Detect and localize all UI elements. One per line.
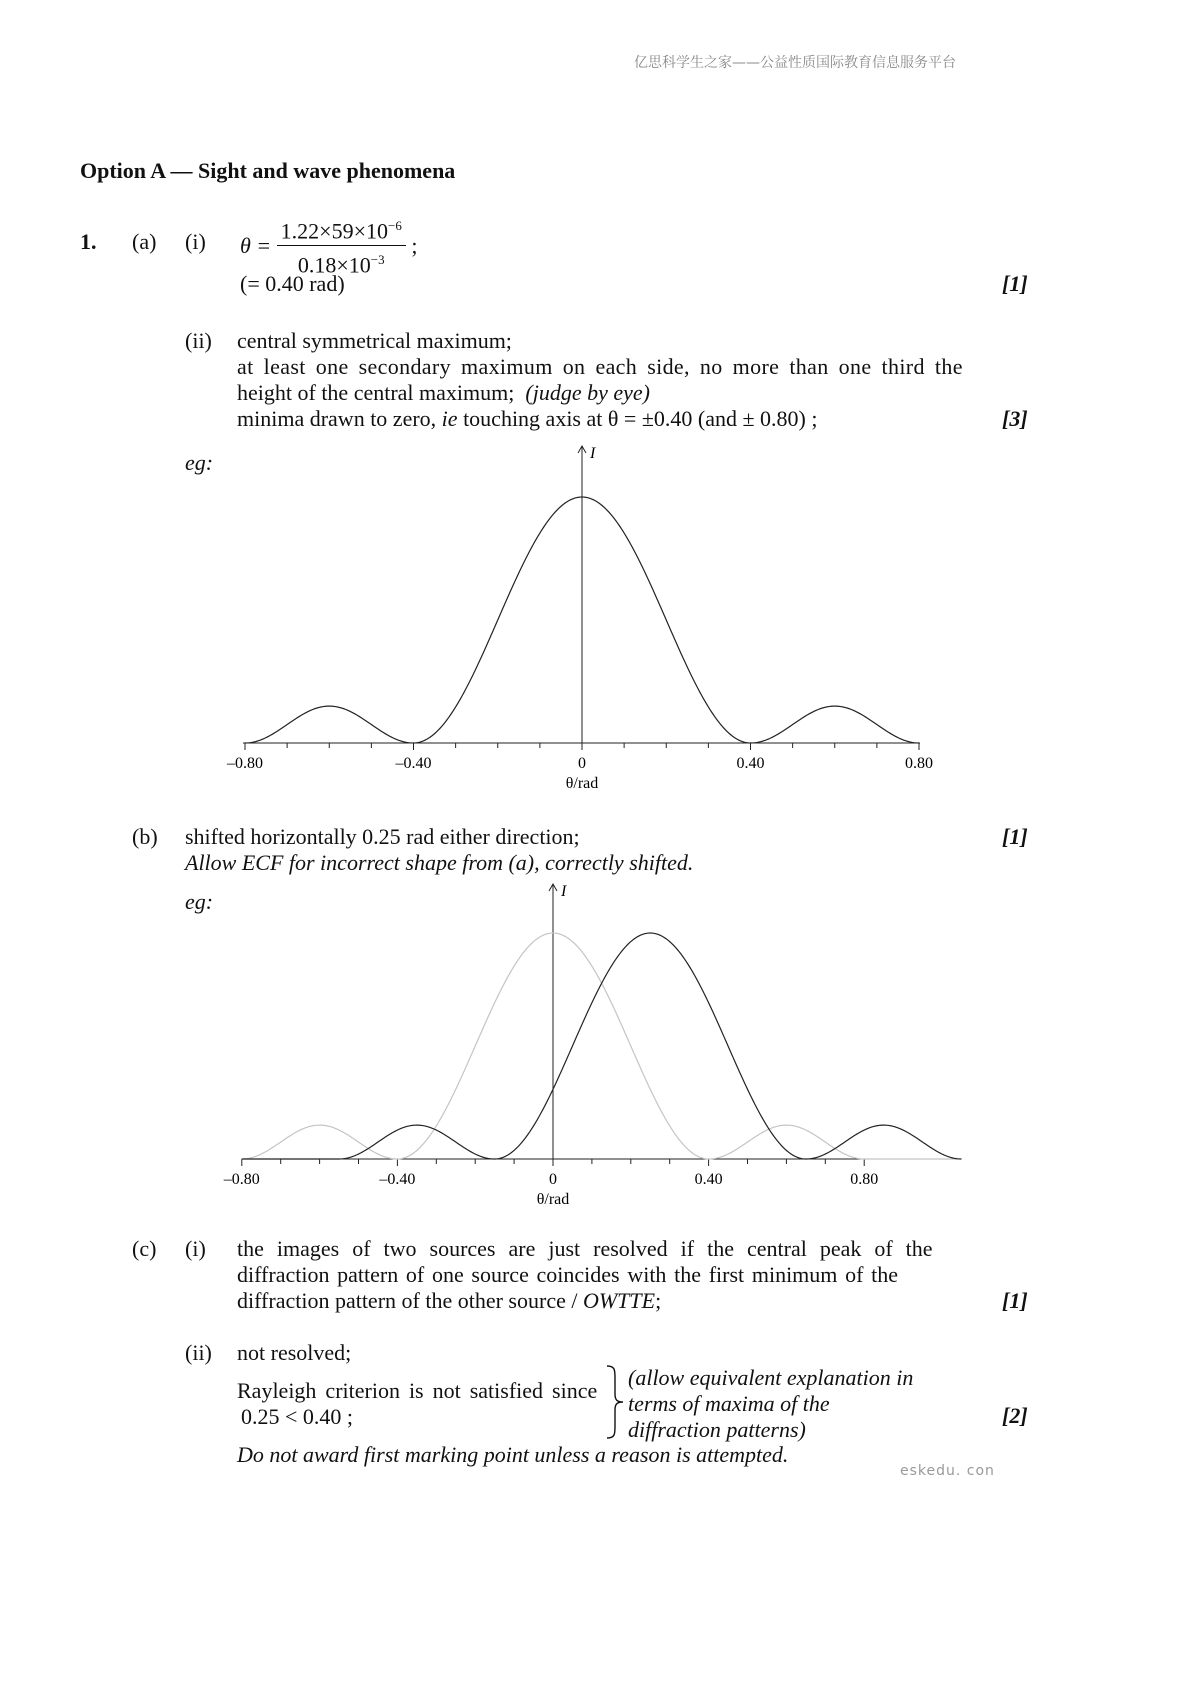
b-line1: shifted horizontally 0.25 rad either direction; (185, 824, 580, 849)
c-i-line2: diffraction pattern of one source coincides with the first minimum of the (237, 1262, 899, 1287)
x-tick-label: 0.40 (736, 755, 765, 772)
a-ii-line3: height of the central maximum; (judge by eye) (237, 380, 650, 405)
c-ii-reason2: 0.25 < 0.40 ; (241, 1404, 354, 1429)
x-tick-label: 0 (578, 755, 586, 772)
x-tick-label: 0.80 (905, 755, 933, 772)
a-ii-line2: at least one secondary maximum on each side, no more than one third the (237, 354, 963, 379)
series-line-1 (242, 933, 962, 1159)
formula-semicolon: ; (411, 232, 418, 258)
x-tick-label: –0.80 (223, 1171, 260, 1188)
right-brace-icon (605, 1364, 627, 1440)
eg-label-b: eg: (185, 889, 214, 914)
c-ii-final: Do not award first marking point unless a reason is attempted. (237, 1442, 789, 1467)
c-ii-line1: not resolved; (237, 1340, 352, 1365)
part-a-label: (a) (132, 229, 157, 254)
x-tick-label: –0.40 (379, 1171, 416, 1188)
marks-c-ii: [2] (1002, 1403, 1028, 1428)
c-ii-note1: (allow equivalent explanation in (628, 1365, 914, 1390)
section-title: Option A — Sight and wave phenomena (80, 158, 456, 183)
header-site-text: 亿思科学生之家——公益性质国际教育信息服务平台 (634, 55, 956, 71)
x-axis-label: θ/rad (536, 1191, 570, 1208)
footer-site-text: eskedu. con (900, 1463, 995, 1479)
b-line2: Allow ECF for incorrect shape from (a), correctly shifted. (185, 850, 694, 875)
eg-label-a: eg: (185, 450, 214, 475)
x-tick-label: –0.80 (227, 755, 263, 772)
question-number: 1. (80, 229, 97, 254)
c-ii-note2: terms of maxima of the (628, 1391, 830, 1416)
formula-numerator: $1.22\times 59\times 10^{-6}$ (277, 212, 406, 246)
part-c-i-label: (i) (185, 1236, 206, 1261)
part-c-label: (c) (132, 1236, 157, 1261)
part-a-i-label: (i) (185, 229, 206, 254)
x-tick-label: 0.80 (850, 1171, 879, 1188)
c-ii-note3: diffraction patterns) (628, 1417, 806, 1442)
marks-b: [1] (1002, 824, 1028, 849)
a-ii-line1: central symmetrical maximum; (237, 328, 512, 353)
x-tick-label: 0 (549, 1171, 557, 1188)
c-i-line3: diffraction pattern of the other source / OWTTE; (237, 1288, 662, 1313)
marks-a-i: [1] (1002, 271, 1028, 296)
x-tick-label: –0.40 (395, 755, 432, 772)
c-ii-reason1: Rayleigh criterion is not satisfied since (237, 1378, 598, 1403)
x-axis-label: θ/rad (565, 775, 599, 792)
c-i-line1: the images of two sources are just resolved if the central peak of the (237, 1236, 933, 1261)
part-c-ii-label: (ii) (185, 1340, 212, 1365)
part-a-ii-label: (ii) (185, 328, 212, 353)
part-b-label: (b) (132, 824, 158, 849)
formula-result: (= 0.40 rad) (240, 271, 345, 296)
formula-denominator: $0.18\times 10^{-3}$ (297, 252, 385, 278)
theta-equals: θ = (240, 232, 272, 258)
marks-a-ii: [3] (1002, 406, 1028, 431)
series-line-2 (242, 933, 962, 1159)
y-axis-label: I (590, 445, 596, 462)
y-axis-label: I (561, 883, 567, 900)
a-ii-line4: minima drawn to zero, ie touching axis at θ = ±0.40 (and ± 0.80) ; (237, 406, 818, 431)
x-tick-label: 0.40 (694, 1171, 723, 1188)
marks-c-i: [1] (1002, 1288, 1028, 1313)
